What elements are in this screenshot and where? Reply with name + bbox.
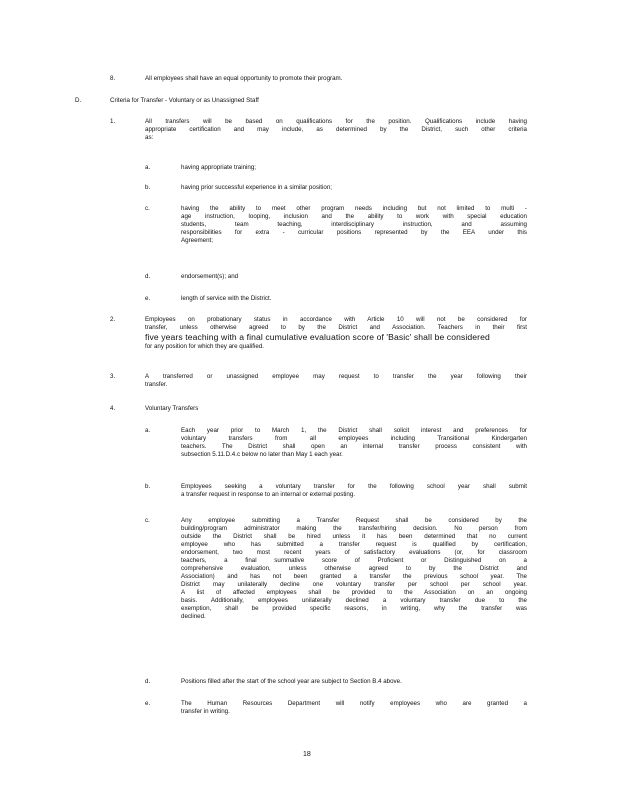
item-1-sub-line: age instruction, looping, inclusion and the ability to work with special education	[181, 213, 527, 220]
item-1-sub-marker: a.	[145, 164, 151, 171]
section-d-marker: D.	[75, 97, 82, 104]
page-number: 18	[303, 751, 311, 758]
item-4-sub-marker: a.	[145, 427, 151, 434]
item-1-sub-line: having appropriate training;	[181, 164, 256, 171]
item-4-sub-marker: d.	[145, 678, 151, 685]
item-4-heading: Voluntary Transfers	[145, 405, 199, 412]
item-4-marker: 4.	[110, 405, 116, 412]
item-4-sub-line: Each year prior to March 1, the District shall solicit interest and preferences for	[181, 427, 527, 434]
item-4-sub-line: outside the District shall be hired unless it has been determined that no current	[181, 533, 527, 540]
item-2-line: Employees on probationary status in accordance with Article 10 will not be considered for	[145, 316, 527, 323]
item-2-line-highlight: five years teaching with a final cumulative evaluation score of 'Basic' shall be considered	[145, 332, 490, 342]
item-4-sub-line: A list of affected employees shall be provided to the Association on an ongoing	[181, 589, 527, 596]
item-4-sub-line: teachers, a final summative score of Proficient or Distinguished on a	[181, 557, 527, 564]
section-d-title: Criteria for Transfer - Voluntary or as Unassigned Staff	[110, 97, 259, 104]
item-1-sub-line: length of service with the District.	[181, 295, 272, 302]
item-2-line: transfer, unless otherwise agreed to by the District and Association. Teachers in their first	[145, 324, 527, 331]
item-2-line: for any position for which they are qualified.	[145, 343, 265, 350]
item-1-sub-marker: e.	[145, 295, 151, 302]
item-4-sub-line: Association) and has not been granted a transfer the previous school year. The	[181, 573, 527, 580]
item-1-marker: 1.	[110, 118, 116, 125]
item-1-sub-marker: b.	[145, 184, 151, 191]
item-4-sub-line: employee who has submitted a transfer request is qualified by certification,	[181, 541, 527, 548]
item-4-sub-line: Any employee submitting a Transfer Request shall be considered by the	[181, 517, 527, 524]
item-4-sub-line: comprehensive evaluation, unless otherwise agreed to by the District and	[181, 565, 527, 572]
item-4-sub-marker: c.	[145, 517, 150, 524]
item-1-sub-line: endorsement(s); and	[181, 273, 239, 280]
item-4-sub-line: Employees seeking a voluntary transfer for the following school year shall submit	[181, 483, 527, 490]
item-4-sub-line: building/program administrator making the transfer/hiring decision. No person from	[181, 525, 527, 532]
item-1-sub-marker: d.	[145, 273, 151, 280]
item-1-sub-line: responsibilities for extra - curricular positions represented by the EEA under this	[181, 229, 527, 236]
item-4-sub-line: District may unilaterally decline one voluntary transfer per school per school year.	[181, 581, 527, 588]
item-4-sub-line: The Human Resources Department will notify employees who are granted a	[181, 700, 527, 707]
item-2-marker: 2.	[110, 316, 116, 323]
item-4-sub-marker: b.	[145, 483, 151, 490]
item-1-line: as:	[145, 134, 154, 141]
item-3-line: transfer.	[145, 381, 168, 388]
item-1-sub-line: Agreement;	[181, 237, 213, 244]
item-3-line: A transferred or unassigned employee may request to transfer the year following their	[145, 373, 527, 380]
item-1-line: appropriate certification and may include, as determined by the District, such other criteria	[145, 126, 527, 133]
item-4-sub-line: Positions filled after the start of the school year are subject to Section B.4 above.	[181, 678, 402, 685]
item-4-sub-line: basis. Additionally, employees unilaterally declined a voluntary transfer due to the	[181, 597, 527, 604]
item-4-sub-line: teachers. The District shall open an internal transfer process consistent with	[181, 443, 527, 450]
item-4-sub-line: subsection 5.11.D.4.c below no later than May 1 each year.	[181, 451, 343, 458]
item-8-marker: 8.	[110, 75, 116, 82]
item-4-sub-marker: e.	[145, 700, 151, 707]
item-1-sub-marker: c.	[145, 205, 150, 212]
item-3-marker: 3.	[110, 373, 116, 380]
item-4-sub-line: a transfer request in response to an internal or external posting.	[181, 491, 356, 498]
item-1-sub-line: students, team teaching, interdisciplinary instruction, and assuming	[181, 221, 527, 228]
item-4-sub-line: exemption, shall be provided specific reasons, in writing, why the transfer was	[181, 605, 527, 612]
item-4-sub-line: transfer in writing.	[181, 708, 230, 715]
item-1-line: All transfers will be based on qualifications for the position. Qualifications include having	[145, 118, 527, 125]
item-4-sub-line: voluntary transfers from all employees including Transitional Kindergarten	[181, 435, 527, 442]
item-1-sub-line: having prior successful experience in a similar position;	[181, 184, 332, 191]
item-4-sub-line: declined.	[181, 613, 206, 620]
item-4-sub-line: endorsement, two most recent years of satisfactory evaluations (or, for classroom	[181, 549, 527, 556]
item-1-sub-line: having the ability to meet other program needs including but not limited to multi -	[181, 205, 527, 212]
item-8-text: All employees shall have an equal opportunity to promote their program.	[145, 75, 343, 82]
